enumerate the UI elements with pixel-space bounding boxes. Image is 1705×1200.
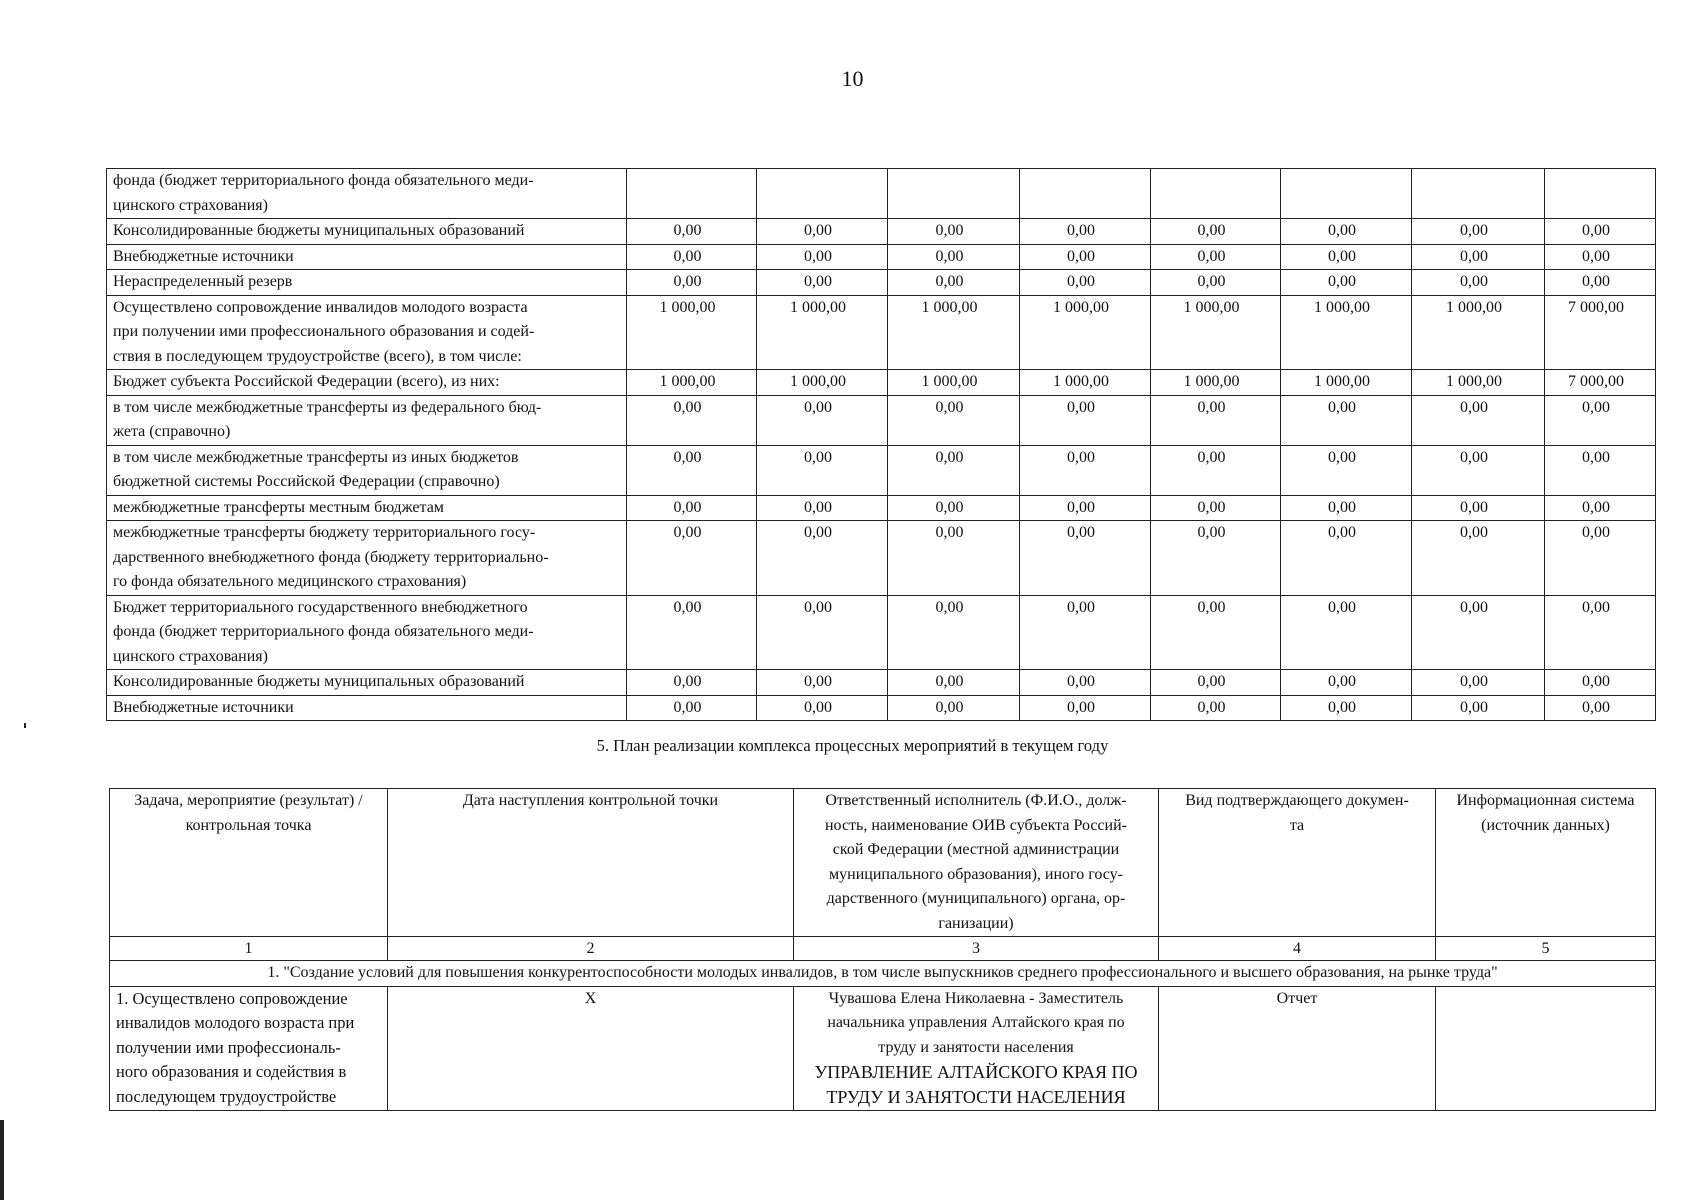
budget-row-label: в том числе межбюджетные трансферты из федерального бюд- жета (справочно)	[107, 395, 627, 445]
budget-value-cell: 0,00	[627, 521, 757, 596]
budget-value-cell: 0,00	[1412, 445, 1545, 495]
budget-table-body	[107, 169, 1656, 721]
budget-value-cell: 0,00	[1020, 244, 1151, 270]
budget-value-cell: 0,00	[1545, 395, 1656, 445]
plan-table	[109, 788, 1656, 1111]
budget-value-cell: 0,00	[1020, 445, 1151, 495]
budget-value-cell: 0,00	[1020, 595, 1151, 670]
budget-row	[107, 169, 1656, 219]
budget-value-cell: 0,00	[888, 219, 1020, 245]
plan-header-row	[110, 789, 1656, 937]
budget-value-cell: 1 000,00	[1412, 370, 1545, 396]
budget-value-cell: 0,00	[627, 395, 757, 445]
budget-value-cell: 7 000,00	[1545, 370, 1656, 396]
budget-value-cell: 0,00	[757, 670, 888, 696]
budget-value-cell: 0,00	[1281, 445, 1412, 495]
budget-value-cell: 0,00	[1151, 270, 1281, 296]
budget-value-cell: 1 000,00	[627, 295, 757, 370]
column-number: 1	[110, 937, 388, 961]
budget-value-cell: 1 000,00	[888, 295, 1020, 370]
budget-value-cell: 1 000,00	[757, 295, 888, 370]
budget-row	[107, 521, 1656, 596]
budget-value-cell	[1412, 169, 1545, 219]
plan-row-date: X	[388, 986, 794, 1111]
budget-value-cell	[888, 169, 1020, 219]
plan-row-executor-org: УПРАВЛЕНИЕ АЛТАЙСКОГО КРАЯ ПО ТРУДУ И ЗАНЯТОСТИ НАСЕЛЕНИЯ	[814, 1062, 1138, 1107]
column-number: 4	[1159, 937, 1436, 961]
budget-value-cell: 0,00	[627, 670, 757, 696]
budget-value-cell	[1020, 169, 1151, 219]
budget-value-cell: 0,00	[888, 445, 1020, 495]
budget-value-cell: 0,00	[627, 219, 757, 245]
budget-value-cell: 0,00	[1151, 395, 1281, 445]
budget-value-cell: 0,00	[888, 695, 1020, 721]
column-number-row	[110, 937, 1656, 961]
budget-value-cell: 0,00	[757, 521, 888, 596]
budget-value-cell: 0,00	[757, 595, 888, 670]
budget-value-cell: 1 000,00	[757, 370, 888, 396]
header-document: Вид подтверждающего докумен- та	[1159, 789, 1436, 937]
budget-value-cell: 0,00	[1281, 521, 1412, 596]
budget-value-cell: 0,00	[1412, 395, 1545, 445]
budget-row-label: межбюджетные трансферты местным бюджетам	[107, 495, 627, 521]
budget-value-cell: 0,00	[888, 670, 1020, 696]
budget-row	[107, 395, 1656, 445]
budget-row	[107, 270, 1656, 296]
budget-value-cell: 0,00	[1281, 395, 1412, 445]
budget-value-cell: 0,00	[1281, 244, 1412, 270]
budget-value-cell: 0,00	[1412, 670, 1545, 696]
task-title: 1. "Создание условий для повышения конкурентоспособности молодых инвалидов, в том числе выпускников среднего профессионального и высшего образования, на рынке труда"	[110, 961, 1656, 987]
budget-value-cell: 0,00	[1020, 521, 1151, 596]
plan-row	[110, 986, 1656, 1111]
plan-row-task: 1. Осуществлено сопровождение инвалидов молодого возраста при получении ими профессиональ- ного образования и содействия в последующем трудоустройстве	[110, 986, 388, 1111]
budget-value-cell: 0,00	[1151, 445, 1281, 495]
budget-value-cell: 0,00	[1281, 595, 1412, 670]
budget-value-cell: 0,00	[1545, 695, 1656, 721]
budget-value-cell: 0,00	[1151, 219, 1281, 245]
budget-value-cell: 0,00	[1412, 695, 1545, 721]
budget-value-cell: 0,00	[1545, 495, 1656, 521]
budget-value-cell	[1151, 169, 1281, 219]
budget-row-label: Нераспределенный резерв	[107, 270, 627, 296]
budget-row-label: Бюджет территориального государственного внебюджетного фонда (бюджет территориального фонда обязательного меди- цинского страхования)	[107, 595, 627, 670]
budget-value-cell: 0,00	[1545, 219, 1656, 245]
budget-value-cell: 0,00	[888, 270, 1020, 296]
column-number: 2	[388, 937, 794, 961]
section-title: 5. План реализации комплекса процессных мероприятий в текущем году	[596, 736, 1109, 755]
budget-value-cell: 0,00	[1545, 270, 1656, 296]
budget-value-cell: 0,00	[757, 495, 888, 521]
budget-value-cell: 1 000,00	[1020, 370, 1151, 396]
budget-value-cell: 0,00	[1151, 595, 1281, 670]
budget-value-cell: 0,00	[1281, 695, 1412, 721]
budget-value-cell: 0,00	[757, 395, 888, 445]
budget-value-cell: 1 000,00	[1151, 370, 1281, 396]
header-info-system: Информационная система (источник данных)	[1436, 789, 1656, 937]
budget-row-label: Консолидированные бюджеты муниципальных образований	[107, 670, 627, 696]
budget-value-cell: 0,00	[1281, 495, 1412, 521]
budget-value-cell: 0,00	[1412, 219, 1545, 245]
budget-row-label: межбюджетные трансферты бюджету территориального госу- дарственного внебюджетного фонда (бюджету территориально- го фонда обязательного медицинского страхования)	[107, 521, 627, 596]
budget-value-cell: 0,00	[1545, 244, 1656, 270]
scan-edge-mark	[0, 1120, 4, 1200]
budget-value-cell: 0,00	[1151, 244, 1281, 270]
budget-value-cell: 1 000,00	[888, 370, 1020, 396]
budget-value-cell: 0,00	[1412, 595, 1545, 670]
budget-value-cell: 0,00	[627, 244, 757, 270]
plan-row-info-system	[1436, 986, 1656, 1111]
budget-value-cell: 0,00	[627, 695, 757, 721]
budget-value-cell: 0,00	[1412, 495, 1545, 521]
budget-value-cell: 0,00	[1020, 695, 1151, 721]
budget-row-label: Консолидированные бюджеты муниципальных образований	[107, 219, 627, 245]
budget-value-cell: 0,00	[1545, 445, 1656, 495]
budget-value-cell: 0,00	[1020, 219, 1151, 245]
budget-value-cell: 0,00	[1545, 521, 1656, 596]
budget-value-cell: 0,00	[627, 595, 757, 670]
budget-row	[107, 695, 1656, 721]
budget-value-cell	[1281, 169, 1412, 219]
budget-value-cell: 7 000,00	[1545, 295, 1656, 370]
budget-row	[107, 595, 1656, 670]
budget-value-cell: 0,00	[1412, 244, 1545, 270]
budget-value-cell: 0,00	[1545, 670, 1656, 696]
budget-row	[107, 370, 1656, 396]
budget-value-cell: 0,00	[888, 595, 1020, 670]
budget-value-cell: 0,00	[1412, 521, 1545, 596]
budget-value-cell: 0,00	[1020, 670, 1151, 696]
budget-value-cell: 0,00	[888, 395, 1020, 445]
column-number: 5	[1436, 937, 1656, 961]
header-executor: Ответственный исполнитель (Ф.И.О., долж- ность, наименование ОИВ субъекта Россий- ской Федерации (местной администрации муниципального образования), иного госу- дарственного (муниципального) органа, ор- ганизации)	[794, 789, 1159, 937]
budget-value-cell: 0,00	[1281, 670, 1412, 696]
budget-value-cell: 0,00	[1545, 595, 1656, 670]
budget-value-cell: 0,00	[1151, 495, 1281, 521]
budget-row-label: в том числе межбюджетные трансферты из иных бюджетов бюджетной системы Российской Федерации (справочно)	[107, 445, 627, 495]
budget-row-label: Внебюджетные источники	[107, 244, 627, 270]
budget-value-cell: 0,00	[757, 219, 888, 245]
budget-value-cell: 1 000,00	[1412, 295, 1545, 370]
budget-value-cell: 1 000,00	[627, 370, 757, 396]
budget-value-cell: 0,00	[627, 495, 757, 521]
budget-row-label: Внебюджетные источники	[107, 695, 627, 721]
budget-value-cell: 1 000,00	[1281, 370, 1412, 396]
budget-value-cell: 0,00	[1151, 670, 1281, 696]
page-number: 10	[841, 66, 864, 91]
budget-row	[107, 495, 1656, 521]
budget-row	[107, 219, 1656, 245]
budget-value-cell	[627, 169, 757, 219]
budget-value-cell: 0,00	[888, 495, 1020, 521]
budget-value-cell: 0,00	[1151, 521, 1281, 596]
budget-value-cell: 0,00	[1020, 270, 1151, 296]
budget-value-cell: 0,00	[757, 695, 888, 721]
budget-row	[107, 670, 1656, 696]
budget-value-cell: 0,00	[627, 270, 757, 296]
budget-value-cell: 0,00	[757, 270, 888, 296]
task-row	[110, 961, 1656, 987]
budget-value-cell: 0,00	[757, 445, 888, 495]
budget-value-cell: 0,00	[1412, 270, 1545, 296]
budget-row	[107, 445, 1656, 495]
budget-value-cell: 0,00	[1281, 219, 1412, 245]
plan-row-document: Отчет	[1159, 986, 1436, 1111]
budget-value-cell	[757, 169, 888, 219]
budget-value-cell: 0,00	[1151, 695, 1281, 721]
header-date: Дата наступления контрольной точки	[388, 789, 794, 937]
budget-row-label: Осуществлено сопровождение инвалидов молодого возраста при получении ими профессионального образования и содей- ствия в последующем трудоустройстве (всего), в том числе:	[107, 295, 627, 370]
header-task: Задача, мероприятие (результат) / контрольная точка	[110, 789, 388, 937]
budget-value-cell: 1 000,00	[1151, 295, 1281, 370]
budget-table	[106, 168, 1656, 721]
budget-row-label: фонда (бюджет территориального фонда обязательного меди- цинского страхования)	[107, 169, 627, 219]
budget-value-cell: 0,00	[1020, 395, 1151, 445]
scan-edge-mark	[24, 723, 26, 728]
budget-value-cell: 0,00	[627, 445, 757, 495]
column-number: 3	[794, 937, 1159, 961]
budget-row-label: Бюджет субъекта Российской Федерации (всего), из них:	[107, 370, 627, 396]
budget-value-cell: 0,00	[757, 244, 888, 270]
budget-value-cell	[1545, 169, 1656, 219]
plan-row-executor-cell	[794, 986, 1159, 1111]
budget-value-cell: 0,00	[888, 521, 1020, 596]
budget-value-cell: 1 000,00	[1020, 295, 1151, 370]
budget-value-cell: 0,00	[1281, 270, 1412, 296]
plan-row-executor: Чувашова Елена Николаевна - Заместитель начальника управления Алтайского края по труду и занятости населения	[827, 989, 1125, 1056]
budget-row	[107, 295, 1656, 370]
budget-row	[107, 244, 1656, 270]
budget-value-cell: 1 000,00	[1281, 295, 1412, 370]
budget-value-cell: 0,00	[1020, 495, 1151, 521]
budget-value-cell: 0,00	[888, 244, 1020, 270]
